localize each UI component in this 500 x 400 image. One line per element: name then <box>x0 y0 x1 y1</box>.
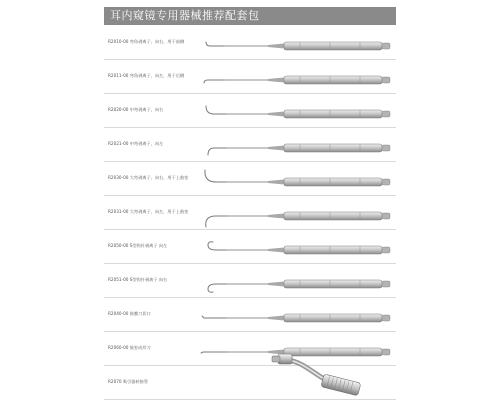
instrument-row <box>104 230 396 264</box>
instrument-label: R2010-00 弯角剥离子，向右，用于前侧 <box>108 39 185 44</box>
instrument-label: R2021-00 中弯剥离子，向左 <box>108 141 164 146</box>
instrument-label: R2030-00 大弯剥离子，向右，用于上鼓室 <box>108 175 189 180</box>
instrument-neck <box>268 316 284 321</box>
instrument-neck <box>268 78 284 83</box>
instrument-label: R2070 吸引器转接管 <box>108 379 149 384</box>
handle-end-cap <box>382 315 390 321</box>
instrument-neck <box>268 44 284 49</box>
instrument-image <box>200 196 396 230</box>
instrument-handle <box>284 110 382 118</box>
instrument-image <box>200 230 396 264</box>
instrument-handle <box>284 280 382 288</box>
handle-end-cap <box>382 179 390 185</box>
handle-end-cap <box>382 213 390 219</box>
instrument-neck <box>268 248 284 253</box>
suction-adapter-image <box>266 350 366 398</box>
handle-end-cap <box>382 349 390 355</box>
handle-end-cap <box>382 43 390 49</box>
instrument-label: R2020-00 中弯剥离子，向右 <box>108 107 164 112</box>
instrument-handle <box>284 212 382 220</box>
instrument-tip <box>205 170 226 182</box>
instrument-tip <box>202 316 226 318</box>
instrument-handle <box>284 178 382 186</box>
instrument-row <box>104 264 396 298</box>
instrument-label: R2060-00 鼓室成形刀 <box>108 345 151 350</box>
instrument-tip <box>206 216 226 227</box>
instrument-handle <box>284 246 382 254</box>
instrument-neck <box>268 146 284 151</box>
instrument-neck <box>268 180 284 185</box>
instrument-label: R2011-00 弯角剥离子，向左，用于后侧 <box>108 73 185 78</box>
instrument-row <box>104 26 396 60</box>
instrument-row <box>104 196 396 230</box>
instrument-image <box>200 60 396 94</box>
instrument-row <box>104 60 396 94</box>
instrument-image <box>200 128 396 162</box>
instrument-handle <box>284 76 382 84</box>
instrument-image <box>200 298 396 332</box>
instrument-tip <box>204 80 224 83</box>
instrument-tip <box>208 284 226 292</box>
instrument-image <box>200 162 396 196</box>
catalog-title: 耳内窥镜专用器械推荐配套包 <box>110 9 260 22</box>
instrument-label: R2031-00 大弯剥离子，向左，用于上鼓室 <box>108 209 189 214</box>
handle-end-cap <box>382 145 390 151</box>
instrument-neck <box>268 112 284 117</box>
instrument-image <box>200 94 396 128</box>
instrument-row <box>104 128 396 162</box>
instrument-image <box>200 264 396 298</box>
instrument-label: R2040-00 鼓膜刀切口 <box>108 311 151 316</box>
instrument-tip <box>208 148 226 155</box>
instrument-tip <box>201 352 226 353</box>
handle-end-cap <box>382 77 390 83</box>
catalog-header <box>104 7 396 25</box>
instrument-tip <box>206 42 224 46</box>
instrument-tip <box>208 242 226 250</box>
handle-end-cap <box>382 111 390 117</box>
handle-end-cap <box>382 247 390 253</box>
instrument-row <box>104 162 396 196</box>
instrument-handle <box>284 144 382 152</box>
handle-end-cap <box>382 281 390 287</box>
instrument-image <box>200 26 396 60</box>
instrument-neck <box>268 214 284 219</box>
instrument-handle <box>284 314 382 322</box>
instrument-label: R2050-00 S型钩针剥离子 向左 <box>108 243 168 248</box>
instrument-neck <box>268 282 284 287</box>
instrument-row <box>104 94 396 128</box>
instrument-handle <box>284 42 382 50</box>
instrument-tip <box>206 106 226 114</box>
instrument-row <box>104 298 396 332</box>
instrument-label: R2051-00 S型钩针剥离子 向右 <box>108 277 168 282</box>
